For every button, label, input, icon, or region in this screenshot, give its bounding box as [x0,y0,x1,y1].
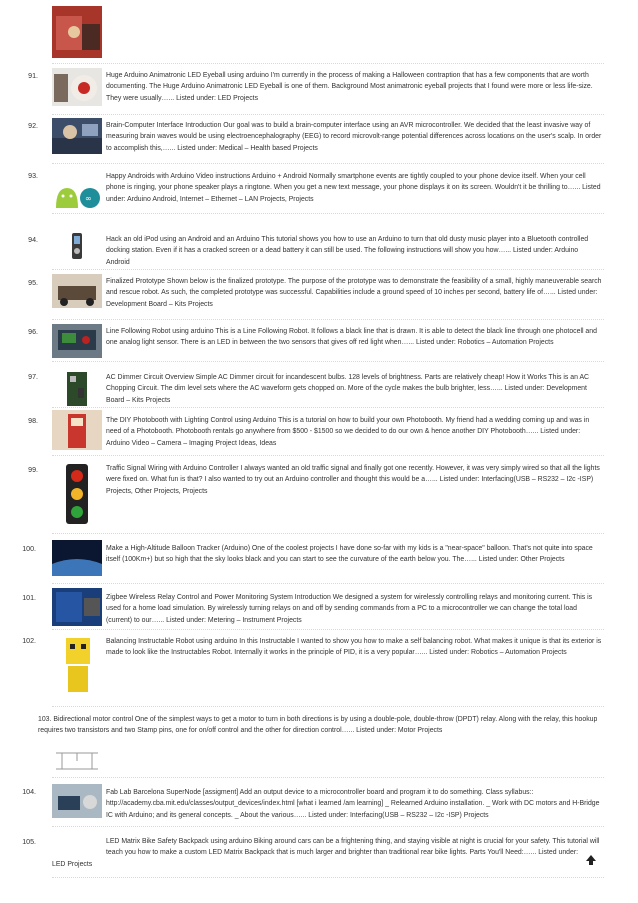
entry-text[interactable]: Hack an old iPod using an Android and an Arduino This tutorial shows you how to use an Arduino to turn that old dusty music player into a Bluetooth controlled docking station. Even if it has a cracked screen or a dead battery it can still be used. The following instructions will show you how…... Listed under: Arduino Android [106,236,589,266]
separator [52,163,604,164]
entry-text[interactable]: Make a High-Altitude Balloon Tracker (Arduino) One of the coolest projects I have done so-far with my kids is a "near-space" balloon. That's not quite into space itself (100Km+) but so high that the sky looks black and you can start to see the curvature of the earth below you. The…... Listed under: Other Projects [106,545,593,564]
thumbnail-ipod[interactable] [52,230,102,262]
separator [52,533,604,534]
entry-text[interactable] [38,714,604,737]
entry-text[interactable]: LED Matrix Bike Safety Backpack using arduino Biking around cars can be a frightening thing, and staying visible at night is crucial for your safety. This tutorial will teach you how to make a custom LED Matrix Backpack that is much larger and brighter than traditional rear bike lights. Parts You'll Need:…... Listed under: [106,838,600,857]
thumbnail-android-arduino[interactable] [52,170,102,214]
item-number: 97. [28,373,38,381]
separator [52,455,604,456]
svg-text:∞: ∞ [85,194,92,203]
item-number: 100. [22,545,36,553]
item-number: 96. [28,328,38,336]
scroll-to-top-icon[interactable] [584,853,598,867]
entry-text-tail[interactable]: LED Projects [52,861,93,868]
thumbnail-fab-lab[interactable] [52,784,102,818]
separator [52,777,604,778]
item-number: 95. [28,279,38,287]
entry-text[interactable]: Finalized Prototype Shown below is the finalized prototype. The purpose of the prototype was to demonstrate the feasibility of a small, highly maneuverable search and rescue robot. As such, the completed prototype was successful. Capabilities include a ground speed of 10 inches per second, battery life of…... Listed under: Development Board – Kits Projects [106,278,602,308]
thumbnail-prev[interactable] [52,6,102,58]
entry-text[interactable]: Huge Arduino Animatronic LED Eyeball using arduino I'm currently in the process of making a Halloween contraption that has a few components that are worth documenting. The Huge Arduino Animatronic LED Eyeball is one of them. Background Most animatronic eyeball projects that I found were more or less life-size. They were usually…... Listed under: LED Projects [106,72,593,102]
thumbnail-photobooth[interactable] [52,410,102,450]
item-number: 98. [28,417,38,425]
separator [52,361,604,362]
separator [52,877,604,878]
entry-text[interactable]: Balancing Instructable Robot using arduino In this Instructable I wanted to show you how to make a self balancing robot. What makes it unique is that its exterior is made to look like the Instructables Robot. Internally it works in the principle of PID, it is a very popular…... Listed under: Robotics – Automation Projects [106,638,602,657]
thumbnail-brain-interface[interactable] [52,118,102,154]
entry-text[interactable]: AC Dimmer Circuit Overview Simple AC Dimmer circuit for incandescent bulbs. 128 levels of brightness. Parts are relatively cheap! How it Works This is an AC Chopping Circuit. The dim level sets where the AC waveform gets chopped on. More of the cycle makes the bulb brighter, less…... Listed under: Development Board – Kits Projects [106,374,590,404]
item-number: 103. [38,716,52,723]
item-number: 99. [28,466,38,474]
item-number: 102. [22,637,36,645]
separator [52,706,604,707]
separator [52,114,604,115]
item-number: 94. [28,236,38,244]
separator [52,826,604,827]
thumbnail-eyeball[interactable] [52,68,102,106]
separator [52,269,604,270]
entry-text-body: Bidirectional motor control One of the simplest ways to get a motor to turn in both directions is by using a double-pole, double-throw (DPDT) relay. Along with the relay, this hookup requires two transistors and two Stamp pins, one for on/off control and the other for direction control…... Listed under: Motor Projects [38,716,598,735]
item-number: 93. [28,172,38,180]
item-number: 105. [22,838,36,846]
separator [52,213,604,214]
thumbnail-balloon[interactable] [52,540,102,576]
entry-text[interactable]: Line Following Robot using arduino This is a Line Following Robot. It follows a black line that is drawn. It is able to detect the black line through one photocell and one analog light sensor. There is an LED in between the two sensors that gives off red light when…... Listed under: Robotics – Automation Projects [106,328,597,347]
item-number: 92. [28,122,38,130]
separator [52,583,604,584]
entry-text[interactable]: Fab Lab Barcelona SuperNode [assigment] Add an output device to a microcontroller board and program it to do something. Class syllabus:: http://academy.cba.mit.edu/classes/output_devices/index.html [what i learned /am learning] _ Relearned Arduino installation. _ Work with DC motors and H-Bridge IC with Arduino; and its general concepts. _ About the various…... Listed under: Interfacing(USB – RS232 – I2c -ISP) Projects [106,789,600,819]
entry-text[interactable]: Brain-Computer Interface Introduction Our goal was to build a brain-computer interface using an AVR microcontroller. We decided that the least invasive way of measuring brain waves would be using electroencephalography (EEG) to record microvolt-range potential differences across locations on the user's scalp. In order to accomplish this,…... Listed under: Medical – Health based Projects [106,122,602,152]
separator [52,407,604,408]
entry-text[interactable]: Traffic Signal Wiring with Arduino Controller I always wanted an old traffic signal and finally got one recently. However, it was very simply wired so that all the lights were fixed on. What fun is that? I also wanted to try out an Arduino controller and thought this would be a…... Listed under: Interfacing(USB – RS232 – I2c -ISP) Projects, Other Projects, Projects [106,465,600,495]
separator [52,629,604,630]
thumbnail-zigbee[interactable] [52,588,102,626]
entry-text[interactable]: Happy Androids with Arduino Video instructions Arduino + Android Normally smartphone events are tightly coupled to your phone device itself. When your cell phone is ringing, your phone speaker plays a ringtone. When you get a new text message, your phone displays it on its screen. Wouldn't it be thrilling to…... Listed under: Arduino Android, Internet – Ethernet – LAN Projects, Projects [106,173,601,203]
entry-text[interactable]: Zigbee Wireless Relay Control and Power Monitoring System Introduction We designed a system for wirelessly controlling relays and monitoring current. This is used for a home load simulation. By wirelessly turning relays on and off by sending commands from a PC to a microcontroller we can change the total load (current) to our…... Listed under: Metering – Instrument Projects [106,594,593,624]
thumbnail-ac-dimmer[interactable] [52,370,102,408]
item-number: 101. [22,594,36,602]
separator [52,63,604,64]
item-number: 104. [22,788,36,796]
separator [52,319,604,320]
thumbnail-traffic-signal[interactable] [52,462,102,526]
thumbnail-motor-control[interactable] [52,745,102,777]
thumbnail-rescue-robot[interactable] [52,274,102,308]
thumbnail-line-follower[interactable] [52,324,102,358]
thumbnail-balancing-robot[interactable] [52,630,102,700]
item-number: 91. [28,72,38,80]
entry-text[interactable]: The DIY Photobooth with Lighting Control using Arduino This is a tutorial on how to build your own Photobooth. My friend had a wedding coming up and was in need of a Photobooth. Photobooth rentals go anywhere from $500 - $1500 so we decided to do our own & hence another DIY Photobooth…... Listed under: Arduino Video – Camera – Imaging Project Ideas, Ideas [106,417,590,447]
